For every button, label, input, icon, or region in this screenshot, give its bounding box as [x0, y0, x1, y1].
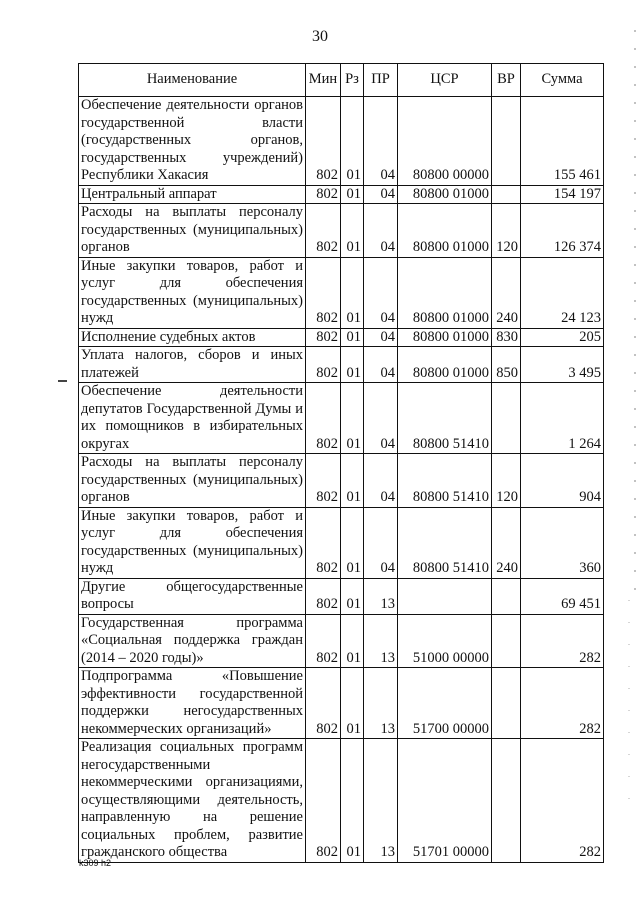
cell-pr: 13 — [364, 668, 398, 739]
cell-sum: 126 374 — [521, 204, 604, 258]
cell-rz: 01 — [341, 739, 364, 863]
margin-mark — [58, 380, 67, 382]
scan-edge-marks — [634, 30, 636, 590]
cell-rz: 01 — [341, 614, 364, 668]
header-name: Наименование — [79, 64, 306, 97]
cell-vr: 850 — [492, 347, 521, 383]
cell-name: Другие общегосударственные вопросы — [79, 578, 306, 614]
table-row — [79, 507, 604, 578]
table-row — [79, 204, 604, 258]
cell-csr: 80800 01000 — [398, 204, 492, 258]
cell-name: Иные закупки товаров, работ и услуг для обеспечения государственных (муниципальных) нужд — [79, 507, 306, 578]
cell-name: Реализация социальных программ негосударственными некоммерческими организациями, осуществляющими деятельность, направленную на решение социальных проблем, развитие гражданского общества — [79, 739, 306, 863]
cell-rz: 01 — [341, 257, 364, 328]
cell-name: Обеспечение деятельности органов государственной власти (государственных органов, государственных учреждений) Республики Хакасия — [79, 97, 306, 186]
cell-sum: 205 — [521, 328, 604, 347]
table-header-row — [79, 64, 604, 97]
cell-min: 802 — [306, 328, 341, 347]
cell-min: 802 — [306, 347, 341, 383]
table-row — [79, 185, 604, 204]
cell-vr — [492, 668, 521, 739]
cell-name: Центральный аппарат — [79, 185, 306, 204]
header-csr: ЦСР — [398, 64, 492, 97]
cell-rz: 01 — [341, 185, 364, 204]
cell-csr: 80800 51410 — [398, 383, 492, 454]
table-row — [79, 347, 604, 383]
page-number: 30 — [312, 28, 328, 45]
cell-csr: 80800 00000 — [398, 97, 492, 186]
cell-csr: 51701 00000 — [398, 739, 492, 863]
cell-vr: 830 — [492, 328, 521, 347]
cell-vr — [492, 578, 521, 614]
cell-name: Подпрограмма «Повышение эффективности государственной поддержки негосударственных некоммерческих организаций» — [79, 668, 306, 739]
header-min: Мин — [306, 64, 341, 97]
cell-sum: 155 461 — [521, 97, 604, 186]
cell-sum: 69 451 — [521, 578, 604, 614]
cell-min: 802 — [306, 507, 341, 578]
cell-csr — [398, 578, 492, 614]
cell-min: 802 — [306, 383, 341, 454]
cell-rz: 01 — [341, 204, 364, 258]
table-row — [79, 97, 604, 186]
cell-csr: 51700 00000 — [398, 668, 492, 739]
cell-pr: 13 — [364, 614, 398, 668]
cell-name: Расходы на выплаты персоналу государственных (муниципальных) органов — [79, 454, 306, 508]
cell-min: 802 — [306, 185, 341, 204]
cell-pr: 04 — [364, 257, 398, 328]
cell-sum: 282 — [521, 668, 604, 739]
cell-min: 802 — [306, 739, 341, 863]
header-pr: ПР — [364, 64, 398, 97]
cell-sum: 282 — [521, 739, 604, 863]
cell-name: Расходы на выплаты персоналу государственных (муниципальных) органов — [79, 204, 306, 258]
cell-vr: 120 — [492, 204, 521, 258]
cell-rz: 01 — [341, 328, 364, 347]
cell-name: Исполнение судебных актов — [79, 328, 306, 347]
cell-rz: 01 — [341, 97, 364, 186]
cell-pr: 04 — [364, 204, 398, 258]
cell-rz: 01 — [341, 668, 364, 739]
cell-name: Государственная программа «Социальная поддержка граждан (2014 – 2020 годы)» — [79, 614, 306, 668]
cell-vr — [492, 383, 521, 454]
cell-pr: 13 — [364, 739, 398, 863]
cell-vr: 240 — [492, 507, 521, 578]
cell-rz: 01 — [341, 507, 364, 578]
cell-vr — [492, 614, 521, 668]
cell-vr: 240 — [492, 257, 521, 328]
cell-pr: 04 — [364, 507, 398, 578]
cell-pr: 04 — [364, 328, 398, 347]
header-vr: ВР — [492, 64, 521, 97]
budget-table — [78, 63, 604, 863]
cell-csr: 80800 01000 — [398, 347, 492, 383]
cell-csr: 80800 01000 — [398, 257, 492, 328]
cell-sum: 154 197 — [521, 185, 604, 204]
cell-csr: 80800 01000 — [398, 185, 492, 204]
cell-pr: 04 — [364, 383, 398, 454]
cell-name: Иные закупки товаров, работ и услуг для обеспечения государственных (муниципальных) нужд — [79, 257, 306, 328]
footer-code: k309 h2 — [79, 858, 112, 868]
cell-min: 802 — [306, 578, 341, 614]
cell-vr — [492, 739, 521, 863]
cell-vr — [492, 185, 521, 204]
table-row — [79, 614, 604, 668]
cell-name: Уплата налогов, сборов и иных платежей — [79, 347, 306, 383]
cell-csr: 80800 51410 — [398, 454, 492, 508]
cell-rz: 01 — [341, 578, 364, 614]
cell-csr: 80800 51410 — [398, 507, 492, 578]
cell-vr — [492, 97, 521, 186]
cell-min: 802 — [306, 97, 341, 186]
cell-csr: 80800 01000 — [398, 328, 492, 347]
header-sum: Сумма — [521, 64, 604, 97]
cell-sum: 360 — [521, 507, 604, 578]
cell-sum: 282 — [521, 614, 604, 668]
cell-vr: 120 — [492, 454, 521, 508]
cell-min: 802 — [306, 614, 341, 668]
table-row — [79, 668, 604, 739]
cell-pr: 13 — [364, 578, 398, 614]
table-row — [79, 739, 604, 863]
cell-min: 802 — [306, 454, 341, 508]
cell-sum: 24 123 — [521, 257, 604, 328]
cell-min: 802 — [306, 668, 341, 739]
cell-pr: 04 — [364, 347, 398, 383]
cell-sum: 904 — [521, 454, 604, 508]
cell-min: 802 — [306, 257, 341, 328]
cell-rz: 01 — [341, 454, 364, 508]
table-row — [79, 328, 604, 347]
table-row — [79, 383, 604, 454]
cell-rz: 01 — [341, 383, 364, 454]
scan-edge-marks-lower — [628, 600, 630, 800]
cell-min: 802 — [306, 204, 341, 258]
table-row — [79, 454, 604, 508]
cell-sum: 3 495 — [521, 347, 604, 383]
table-row — [79, 578, 604, 614]
cell-name: Обеспечение деятельности депутатов Государственной Думы и их помощников в избирательных округах — [79, 383, 306, 454]
cell-sum: 1 264 — [521, 383, 604, 454]
table-row — [79, 257, 604, 328]
cell-pr: 04 — [364, 454, 398, 508]
cell-rz: 01 — [341, 347, 364, 383]
header-rz: Рз — [341, 64, 364, 97]
cell-pr: 04 — [364, 97, 398, 186]
cell-pr: 04 — [364, 185, 398, 204]
cell-csr: 51000 00000 — [398, 614, 492, 668]
